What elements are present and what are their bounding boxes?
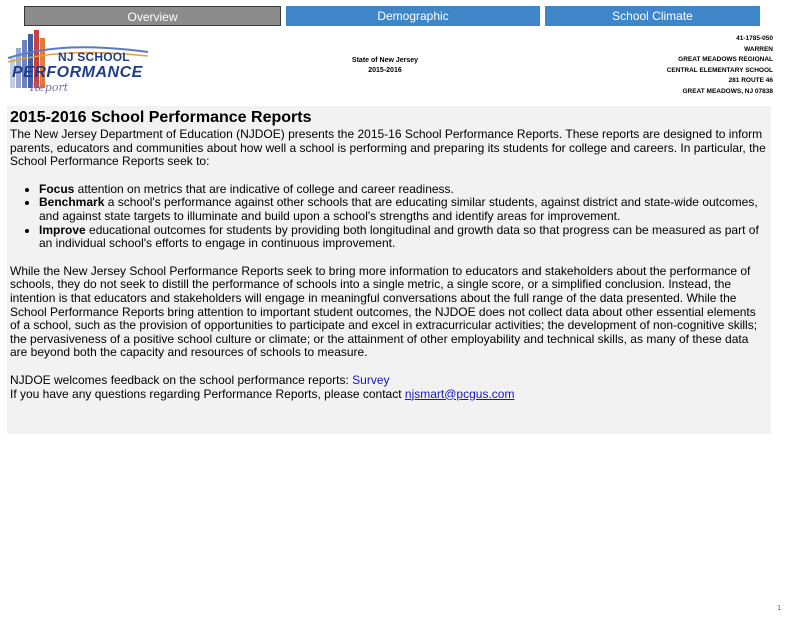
bullet-keyword: Focus (39, 181, 75, 196)
feedback-line (10, 374, 768, 388)
logo-line-performance: PERFORMANCE (12, 64, 143, 81)
report-tabs (24, 6, 760, 26)
intro-paragraph: The New Jersey Department of Education (NJDOE) presents the 2015-16 School Performance Reports. These reports are designed to inform parents, educators and communities about how well a school is performing and preparing its students for college and careers. In particular, the School Performance Reports seek to: (10, 127, 766, 169)
school-name: CENTRAL ELEMENTARY SCHOOL (666, 66, 773, 74)
nj-school-performance-logo (8, 28, 150, 100)
school-info (573, 34, 773, 98)
tab-school-climate[interactable]: School Climate (545, 6, 760, 26)
feedback-text: NJDOE welcomes feedback on the school performance reports: (10, 372, 353, 387)
overview-panel (7, 106, 771, 434)
county-name: WARREN (744, 45, 773, 53)
tab-demographic[interactable]: Demographic (286, 6, 540, 26)
bullet-text: educational outcomes for students by providing both longitudinal and growth data so that progress can be measured as part of an individual school's efforts to engage in continuous improvement. (39, 222, 759, 251)
survey-link[interactable]: Survey (352, 372, 390, 387)
bullet-keyword: Improve (39, 222, 86, 237)
list-item (39, 183, 768, 197)
district-name: GREAT MEADOWS REGIONAL (678, 56, 773, 64)
school-code: 41-1785-050 (736, 35, 773, 42)
school-address: 281 ROUTE 46 (728, 77, 773, 85)
report-header-center (330, 56, 440, 76)
list-item (39, 196, 768, 223)
state-label: State of New Jersey (351, 57, 419, 64)
page-number: 1 (777, 605, 781, 612)
goals-list (10, 183, 768, 251)
tab-overview[interactable]: Overview (24, 6, 281, 26)
page-title: 2015-2016 School Performance Reports (10, 109, 312, 126)
contact-line (10, 388, 768, 402)
bullet-text: attention on metrics that are indicative of college and career readiness. (74, 181, 454, 196)
logo-line-report: Report (30, 81, 69, 94)
bullet-keyword: Benchmark (39, 195, 105, 210)
school-year: 2015-2016 (368, 67, 402, 74)
contact-text: If you have any questions regarding Performance Reports, please contact (10, 386, 405, 401)
bullet-text: a school's performance against other schools that are educating similar students, against district and state-wide outcomes, and against state targets to illuminate and build upon a school's strengths and identify areas for improvement. (39, 195, 758, 223)
logo-line-nj-school: NJ SCHOOL (58, 50, 130, 64)
list-item (39, 224, 768, 251)
disclaimer-paragraph: While the New Jersey School Performance Reports seek to bring more information to educators and stakeholders about the performance of schools, they do not seek to distill the performance of schools into a single metric, a single score, or a simplified conclusion. Instead, the intention is that educators and stakeholders will engage in meaningful conversations about the full range of the data presented. While the School Performance Reports bring attention to important student outcomes, the NJDOE does not collect data about other essential elements of a school, such as the provision of opportunities to participate and excel in extracurricular activities; the development of non-cognitive skills; the pervasiveness of a positive school culture or climate; or the attainment of other employability and technical skills, as many of these data are beyond both the capacity and resources of schools to measure. (10, 263, 758, 360)
school-city: GREAT MEADOWS, NJ 07838 (682, 87, 773, 95)
contact-email-link[interactable]: njsmart@pcgus.com (404, 386, 515, 401)
